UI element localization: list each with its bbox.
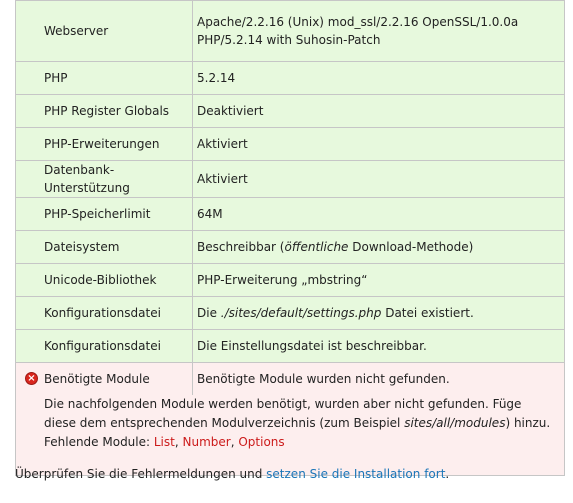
missing-module-link-number[interactable]: Number xyxy=(182,435,231,449)
requirement-title: Unicode-Bibliothek xyxy=(44,273,157,287)
footer-text: Überprüfen Sie die Fehlermeldungen und xyxy=(15,467,267,481)
requirement-value xyxy=(193,238,564,256)
requirement-title: PHP xyxy=(44,71,68,85)
missing-module-link-options[interactable]: Options xyxy=(238,435,285,449)
requirement-row-filesystem xyxy=(16,231,565,264)
requirement-row-extensions xyxy=(16,128,565,161)
value-emphasis: öffentliche xyxy=(284,240,349,254)
requirement-row-required-modules xyxy=(16,363,565,396)
requirement-value: PHP-Erweiterung „mbstring“ xyxy=(197,273,368,287)
description-text: ) hinzu. xyxy=(505,416,551,430)
requirement-value xyxy=(193,304,564,322)
requirement-row-webserver xyxy=(16,1,565,62)
requirement-value: Apache/2.2.16 (Unix) mod_ssl/2.2.16 OpenSSL/1.0.0a PHP/5.2.14 with Suhosin-Patch xyxy=(197,15,519,47)
requirement-value: Aktiviert xyxy=(197,137,248,151)
requirement-description-row xyxy=(16,395,565,476)
missing-modules-label: Fehlende Module: xyxy=(44,435,154,449)
separator: , xyxy=(230,435,239,449)
requirement-title: Dateisystem xyxy=(44,240,120,254)
requirement-value: Die Einstellungsdatei ist beschreibbar. xyxy=(197,339,427,353)
requirement-title: Benötigte Module xyxy=(44,372,150,386)
continue-installation-link[interactable]: setzen Sie die Installation fort xyxy=(266,467,446,481)
requirement-title: PHP-Erweiterungen xyxy=(44,137,160,151)
requirement-value: Benötigte Module wurden nicht gefunden. xyxy=(197,372,450,386)
requirement-title: Webserver xyxy=(44,24,109,38)
requirement-value: Deaktiviert xyxy=(197,104,264,118)
footer-message xyxy=(15,467,449,481)
requirement-title: Konfigurationsdatei xyxy=(44,339,161,353)
requirements-table xyxy=(15,0,565,476)
requirement-row-database xyxy=(16,161,565,198)
error-icon: × xyxy=(25,372,38,385)
requirement-description xyxy=(44,395,554,433)
requirement-title: PHP-Speicherlimit xyxy=(44,207,151,221)
requirement-row-memory-limit xyxy=(16,198,565,231)
description-emphasis: sites/all/modules xyxy=(404,416,506,430)
requirement-value: 64M xyxy=(197,207,223,221)
requirement-value: Aktiviert xyxy=(197,172,248,186)
requirement-row-settings-file-writable xyxy=(16,330,565,363)
missing-modules-line xyxy=(44,433,554,452)
footer-text: . xyxy=(445,467,450,481)
value-text: Beschreibbar ( xyxy=(197,240,285,254)
requirement-row-unicode xyxy=(16,264,565,297)
value-emphasis: ./sites/default/settings.php xyxy=(220,306,382,320)
description-text: Die nachfolgenden Module werden benötigt, wurden aber nicht gefunden. Füge diese dem entsprechenden Modulverzeichnis (zum Beispiel xyxy=(44,397,522,430)
requirement-title: Konfigurationsdatei xyxy=(44,306,161,320)
missing-module-link-list[interactable]: List xyxy=(153,435,175,449)
value-text: Die xyxy=(197,306,221,320)
separator: , xyxy=(174,435,183,449)
requirement-value: 5.2.14 xyxy=(197,71,236,85)
value-text: Download-Methode) xyxy=(348,240,474,254)
requirement-title: PHP Register Globals xyxy=(44,104,170,118)
requirement-row-register-globals xyxy=(16,95,565,128)
requirement-title: Datenbank-Unterstützung xyxy=(44,163,130,195)
requirement-row-settings-file-exists xyxy=(16,297,565,330)
value-text: Datei existiert. xyxy=(381,306,474,320)
requirement-row-php xyxy=(16,62,565,95)
